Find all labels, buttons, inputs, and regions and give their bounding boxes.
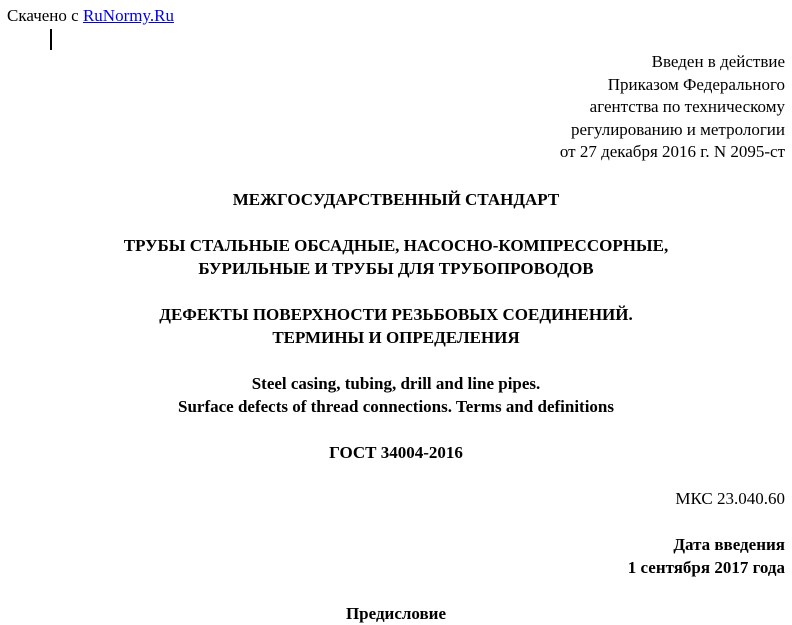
enactment-line: Введен в действие bbox=[651, 52, 785, 71]
enactment-line: от 27 декабря 2016 г. N 2095-ст bbox=[559, 142, 785, 162]
enactment-line: регулированию и метрологии bbox=[570, 119, 785, 139]
standard-subtitle-line-2: ТЕРМИНЫ И ОПРЕДЕЛЕНИЯ bbox=[272, 328, 520, 347]
source-prefix: Скачено с bbox=[7, 6, 83, 25]
enactment-line: агентства по техническому bbox=[589, 97, 785, 117]
standard-title-line-2: БУРИЛЬНЫЕ И ТРУБЫ ДЛЯ ТРУБОПРОВОДОВ bbox=[198, 259, 594, 278]
intro-date-label: Дата введения bbox=[673, 535, 785, 554]
gost-code: ГОСТ 34004-2016 bbox=[329, 443, 463, 462]
english-title-line-1: Steel casing, tubing, drill and line pipes. bbox=[251, 374, 541, 393]
runormy-link[interactable]: RuNormy.Ru bbox=[82, 6, 174, 25]
intro-date-value: 1 сентября 2017 года bbox=[627, 558, 785, 577]
standard-title-line-1: ТРУБЫ СТАЛЬНЫЕ ОБСАДНЫЕ, НАСОСНО-КОМПРЕССОРНЫЕ, bbox=[123, 236, 669, 255]
foreword-heading: Предисловие bbox=[345, 604, 447, 623]
mks-code: МКС 23.040.60 bbox=[675, 489, 785, 508]
standard-subtitle-line-1: ДЕФЕКТЫ ПОВЕРХНОСТИ РЕЗЬБОВЫХ СОЕДИНЕНИЙ. bbox=[159, 305, 633, 324]
english-title-line-2: Surface defects of thread connections. Terms and definitions bbox=[177, 397, 614, 416]
enactment-line: Приказом Федерального bbox=[607, 74, 785, 94]
enactment-block bbox=[560, 51, 785, 164]
source-line bbox=[7, 5, 174, 27]
standard-type: МЕЖГОСУДАРСТВЕННЫЙ СТАНДАРТ bbox=[232, 190, 560, 209]
text-cursor bbox=[50, 29, 52, 50]
